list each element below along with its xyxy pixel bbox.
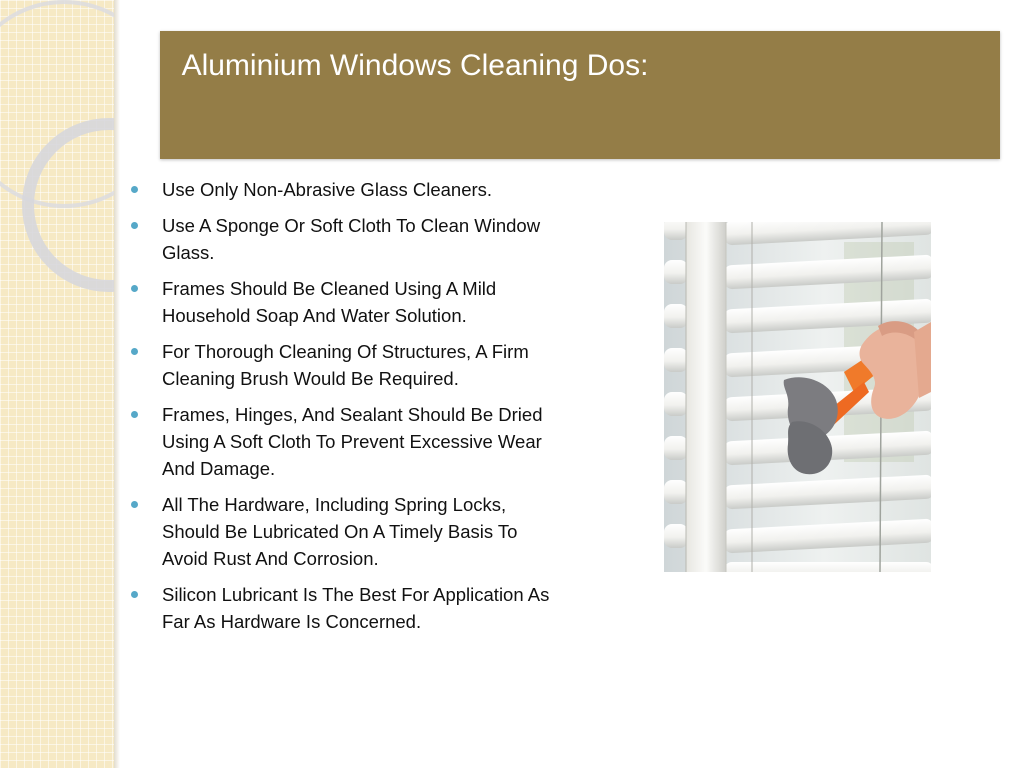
bullet-item: [128, 491, 558, 572]
bullet-item: [128, 176, 558, 203]
bullet-text: Use A Sponge Or Soft Cloth To Clean Window Glass.: [162, 215, 541, 263]
bullet-text: For Thorough Cleaning Of Structures, A Firm Cleaning Brush Would Be Required.: [162, 341, 529, 389]
bullet-item: [128, 212, 558, 266]
bullet-icon: [131, 501, 138, 508]
bullet-list: [128, 176, 558, 644]
side-panel-shadow: [114, 0, 120, 768]
bullet-text: Use Only Non-Abrasive Glass Cleaners.: [162, 179, 493, 200]
blind-cleaning-photo: [664, 222, 931, 572]
bullet-icon: [131, 591, 138, 598]
bullet-icon: [131, 411, 138, 418]
bullet-text: Frames, Hinges, And Sealant Should Be Dried Using A Soft Cloth To Prevent Excessive Wear And Damage.: [162, 404, 543, 479]
bullet-icon: [131, 186, 138, 193]
bullet-text: Frames Should Be Cleaned Using A Mild Household Soap And Water Solution.: [162, 278, 497, 326]
bullet-text: Silicon Lubricant Is The Best For Application As Far As Hardware Is Concerned.: [162, 584, 550, 632]
bullet-item: [128, 275, 558, 329]
bullet-icon: [131, 348, 138, 355]
bullet-item: [128, 338, 558, 392]
bullet-icon: [131, 222, 138, 229]
bullet-item: [128, 581, 558, 635]
slide-title: Aluminium Windows Cleaning Dos:: [181, 49, 649, 82]
decorative-side-panel: [0, 0, 114, 768]
bullet-item: [128, 401, 558, 482]
bullet-text: All The Hardware, Including Spring Locks, Should Be Lubricated On A Timely Basis To Avoid Rust And Corrosion.: [162, 494, 518, 569]
bullet-icon: [131, 285, 138, 292]
